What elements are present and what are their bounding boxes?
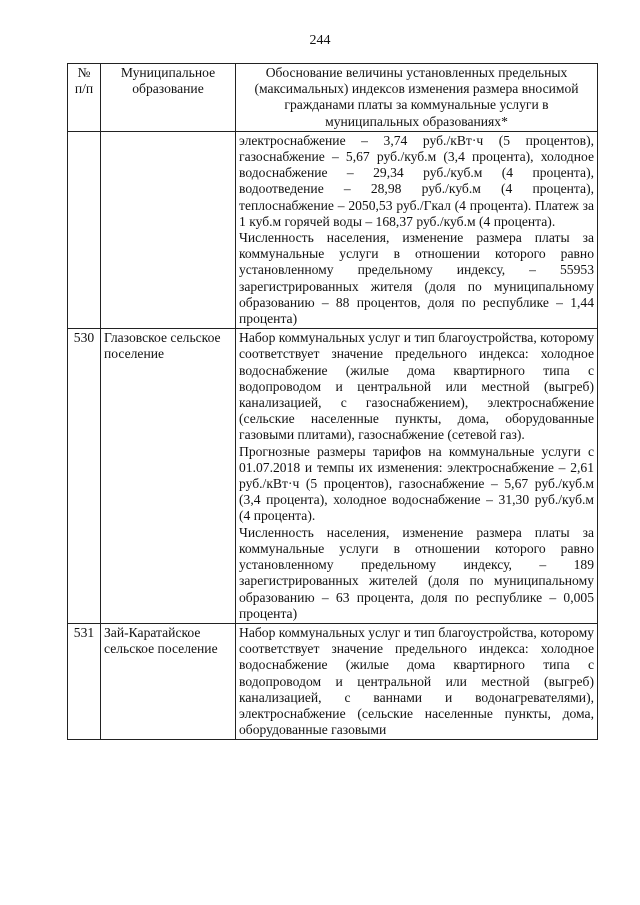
row-paragraph: Набор коммунальных услуг и тип благоустройства, которому соответствует значение предельного индекса: холодное водоснабжение (жилые дома квартирного типа с водопроводом и центральной или местной (выгреб) канализацией, с ваннами и водонагревателями), электроснабжение (сельские населенные пункты, дома, оборудованные газовыми	[239, 624, 594, 738]
row-paragraph: электроснабжение – 3,74 руб./кВт·ч (5 процентов), газоснабжение – 5,67 руб./куб.м (3,4 процента), холодное водоснабжение – 29,34 руб./куб.м (4 процента), водоотведение – 28,98 руб./куб.м (4 процента), теплоснабжение – 2050,53 руб./Гкал (4 процента). Платеж за 1 куб.м горячей воды – 168,37 руб./куб.м (4 процента).	[239, 132, 594, 229]
header-justification: Обоснование величины установленных предельных (максимальных) индексов изменения размера вносимой гражданами платы за коммунальные услуги в муниципальных образованиях*	[236, 64, 598, 132]
row-paragraph: Численность населения, изменение размера платы за коммунальные услуги в отношении которого равно установленному предельному индексу, – 189 зарегистрированных жителей (доля по муниципальному образованию – 63 процента, доля по республике – 0,005 процента)	[239, 524, 594, 621]
table-row	[68, 329, 598, 624]
row-paragraph: Набор коммунальных услуг и тип благоустройства, которому соответствует значение предельного индекса: холодное водоснабжение (жилые дома квартирного типа с водопроводом и центральной или местной (выгреб) канализацией, с газоснабжением), электроснабжение (сельские населенные пункты, дома, оборудованные газовыми плитами), газоснабжение (сетевой газ).	[239, 330, 594, 443]
row-municipality	[101, 131, 236, 328]
table-row	[68, 131, 598, 328]
page-number: 244	[309, 33, 331, 48]
row-paragraph: Прогнозные размеры тарифов на коммунальные услуги с 01.07.2018 и темпы их изменения: электроснабжение – 2,61 руб./кВт·ч (5 процентов), газоснабжение – 5,67 руб./куб.м (3,4 процента), холодное водоснабжение – 31,30 руб./куб.м (4 процента).	[239, 443, 594, 524]
table-header-row	[68, 64, 598, 132]
header-municipality: Муниципальное образование	[101, 64, 236, 132]
header-num: № п/п	[68, 64, 101, 132]
row-justification	[236, 329, 598, 624]
table-row	[68, 623, 598, 739]
row-num: 530	[68, 329, 101, 624]
row-municipality: Зай-Каратайское сельское поселение	[101, 623, 236, 739]
row-municipality: Глазовское сельское поселение	[101, 329, 236, 624]
row-num	[68, 131, 101, 328]
row-num: 531	[68, 623, 101, 739]
row-justification	[236, 623, 598, 739]
row-justification	[236, 131, 598, 328]
tariff-index-table	[67, 63, 598, 740]
row-paragraph: Численность населения, изменение размера платы за коммунальные услуги в отношении которого равно установленному предельному индексу, – 55953 зарегистрированных жителя (доля по муниципальному образованию – 88 процентов, доля по республике – 1,44 процента)	[239, 230, 594, 327]
